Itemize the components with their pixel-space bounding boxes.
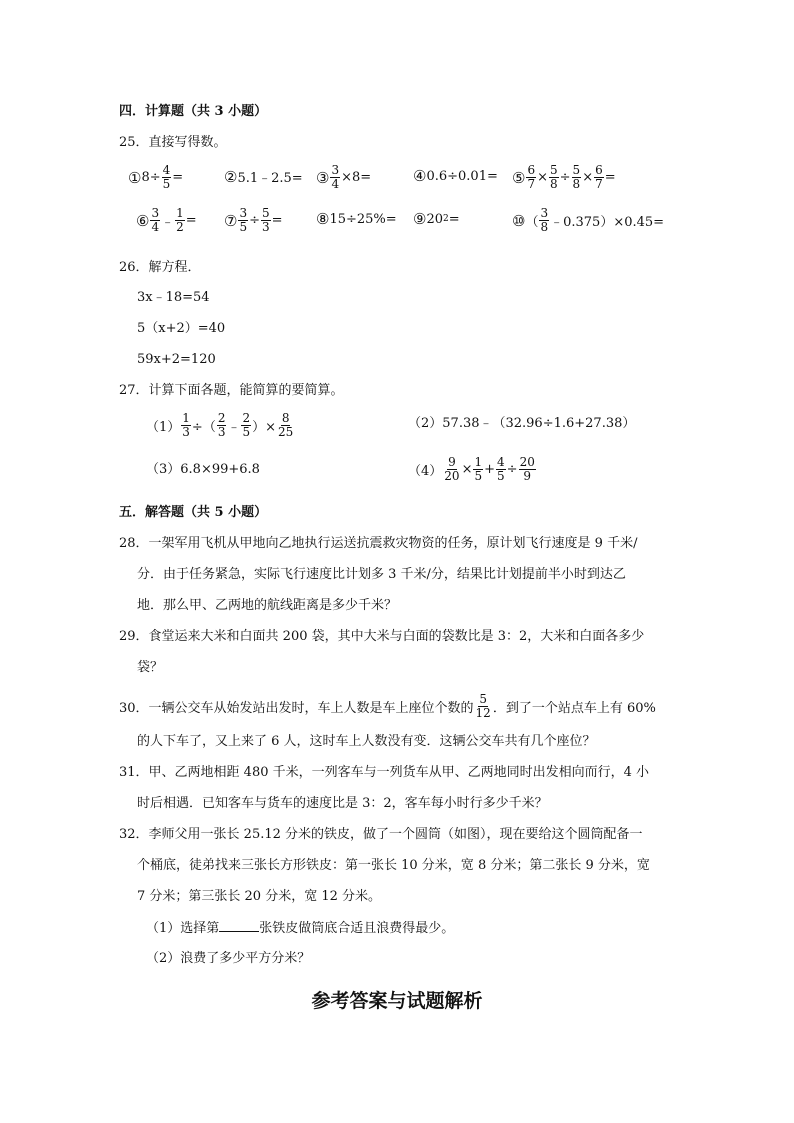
section-5-title: 五．解答题（共 5 小题） — [119, 505, 268, 520]
q32-sub-1: （1）选择第 张铁皮做筒底合适且浪费得最少。 — [146, 921, 455, 936]
q26-equation-2: 5（x+2）=40 — [137, 321, 226, 336]
q32-line-2: 个桶底，徒弟找来三张长方形铁皮：第一张长 10 分米，宽 8 分米；第二张长 9 分米，宽 — [137, 858, 650, 873]
q25-item-9: ⑨ 20 2 = — [413, 210, 460, 228]
q30-line-2: 的人下车了，又上来了 6 人，这时车上人数没有变．这辆公交车共有几个座位？ — [137, 734, 596, 749]
q25-item-4: ④ 0.6÷0.01= — [413, 167, 498, 185]
q25-item-3: ③ $\frac{3}{4}$ ×8= — [316, 163, 372, 191]
q26-equation-1: 3x﹣18=54 — [137, 290, 210, 305]
q32-line-1: 32．李师父用一张长 25.12 分米的铁皮，做了一个圆筒（如图），现在要给这个圆筒配备一 — [119, 827, 643, 842]
q26-equation-3: 59x+2=120 — [137, 352, 216, 367]
q28-line-1: 28．一架军用飞机从甲地向乙地执行运送抗震救灾物资的任务，原计划飞行速度是 9 千米/ — [119, 536, 638, 551]
q27-part-3: （3）6.8×99+6.8 — [146, 462, 260, 477]
q25-item-1: ① 8÷ $\frac{4}{5}$ = — [128, 163, 184, 191]
q29-line-1: 29．食堂运来大米和白面共 200 袋，其中大米与白面的袋数比是 3：2，大米和白面各多少 — [119, 629, 645, 644]
q32-sub-2: （2）浪费了多少平方分米？ — [146, 951, 311, 966]
q28-line-3: 地．那么甲、乙两地的航线距离是多少千米？ — [137, 598, 398, 613]
q25-item-6: ⑥ $\frac{3}{4}$ ﹣ $\frac{1}{2}$ = — [136, 206, 197, 234]
q27-part-1: （1） $\frac{1}{3}$ ÷（ $\frac{2}{3}$ ﹣ $\frac{2}{5}$ ）× $\frac{8}{25}$ — [146, 411, 294, 439]
q32-line-3: 7 分米；第三张长 20 分米，宽 12 分米。 — [137, 889, 382, 904]
q25-item-10: ⑩ （ $\frac{3}{8}$ ﹣0.375）×0.45= — [512, 206, 665, 234]
answers-title: 参考答案与试题解析 — [311, 990, 483, 1012]
section-4-title: 四．计算题（共 3 小题） — [119, 104, 268, 119]
q28-line-2: 分．由于任务紧急，实际飞行速度比计划多 3 千米/分，结果比计划提前半小时到达乙 — [137, 567, 626, 582]
q29-line-2: 袋？ — [137, 660, 164, 675]
q25-item-7: ⑦ $\frac{3}{5}$ ÷ $\frac{5}{3}$ = — [224, 206, 283, 234]
q27-stem: 27．计算下面各题，能简算的要简算。 — [119, 383, 344, 398]
q26-stem: 26．解方程． — [119, 260, 201, 275]
answer-blank[interactable] — [219, 919, 259, 932]
q25-item-5: ⑤ $\frac{6}{7}$ × $\frac{5}{8}$ ÷ $\frac{5}{8}$ × $\frac{6}{7}$ = — [512, 163, 616, 191]
q25-item-2: ② 5.1﹣2.5= — [224, 167, 303, 186]
q27-part-2: （2）57.38﹣（32.96÷1.6+27.38） — [408, 416, 636, 431]
q25-stem: 25．直接写得数。 — [119, 135, 227, 150]
q31-line-2: 时后相遇．已知客车与货车的速度比是 3：2，客车每小时行多少千米？ — [137, 796, 548, 811]
q31-line-1: 31．甲、乙两地相距 480 千米，一列客车与一列货车从甲、乙两地同时出发相向而行，4 小 — [119, 765, 650, 780]
q25-item-8: ⑧ 15÷25%= — [316, 210, 397, 228]
q30-line-1: 30．一辆公交车从始发站出发时，车上人数是车上座位个数的 $\frac{5}{12}$ ．到了一个站点车上有 60% — [119, 692, 656, 720]
q27-part-4: （4） $\frac{9}{20}$ × $\frac{1}{5}$ + $\frac{4}{5}$ ÷ $\frac{20}{9}$ — [408, 455, 535, 483]
